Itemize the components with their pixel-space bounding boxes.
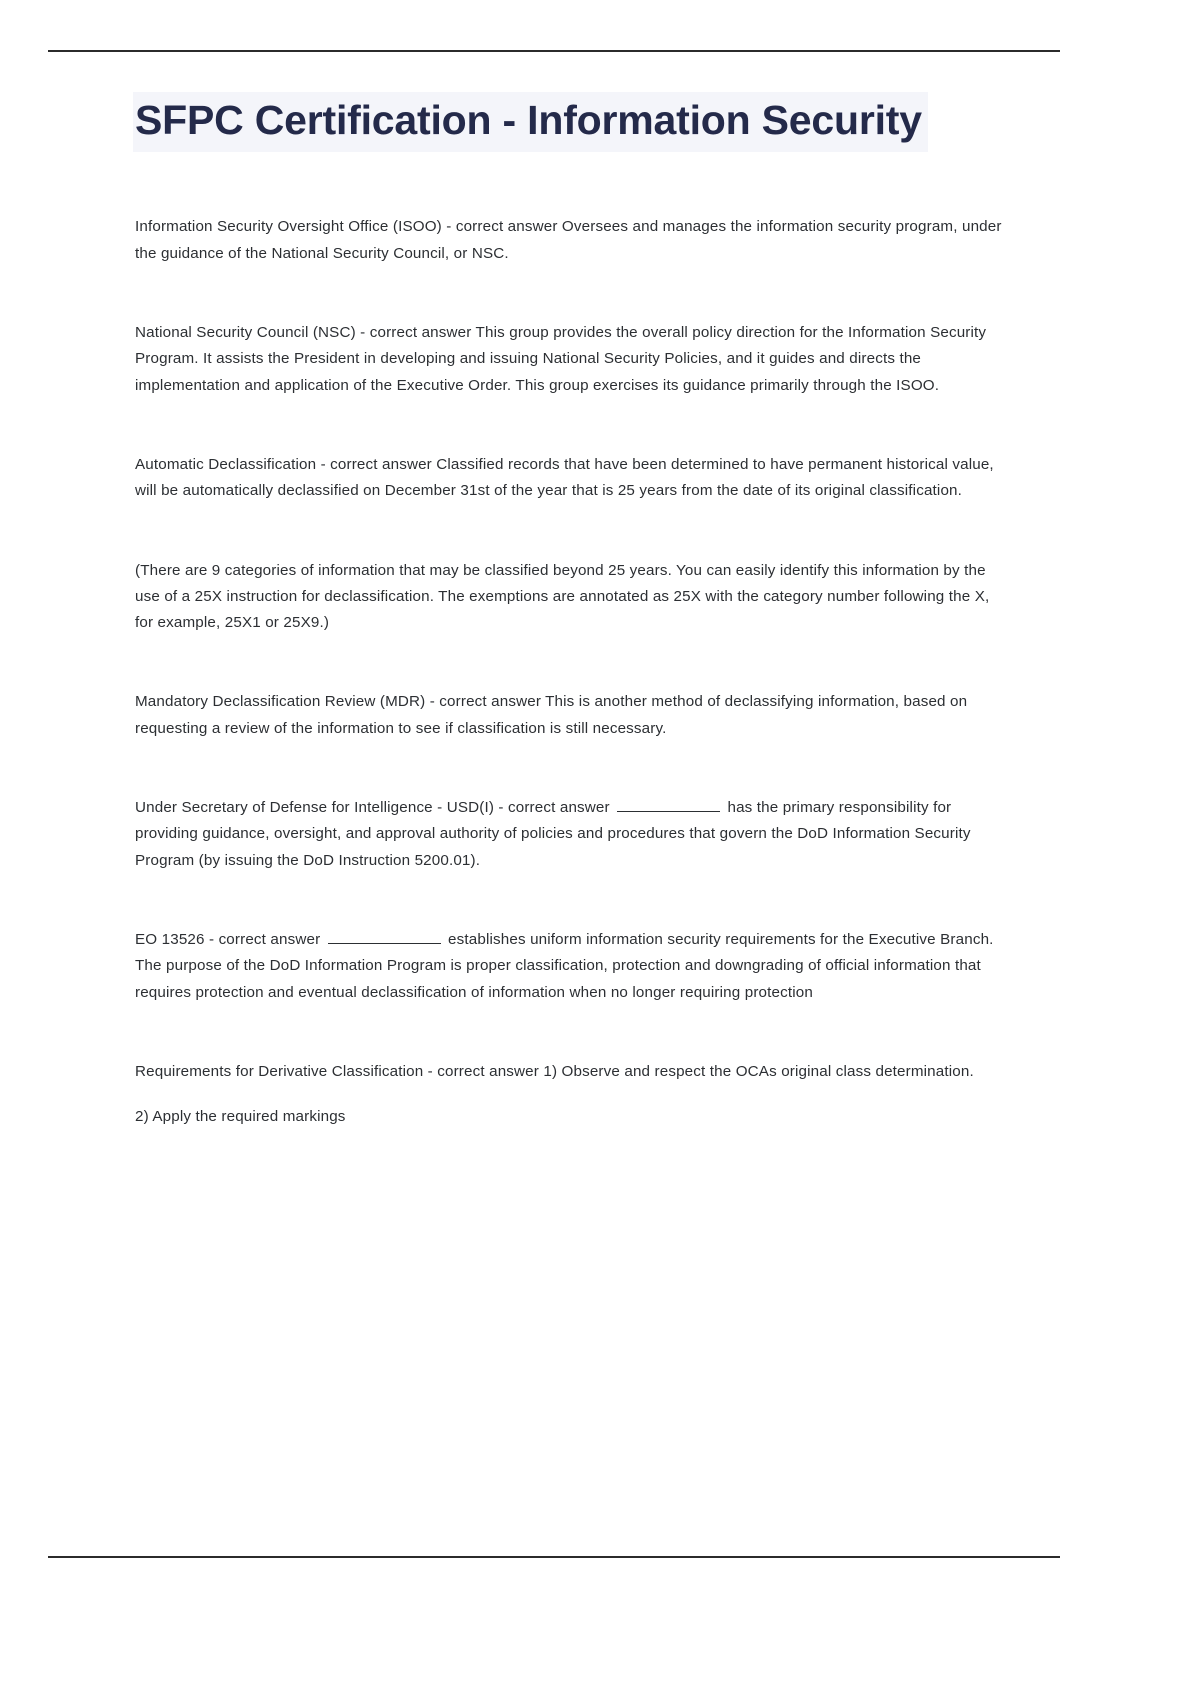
- page-title: SFPC Certification - Information Security: [133, 92, 928, 152]
- paragraph-mdr: Mandatory Declassification Review (MDR) - correct answer This is another method of declassifying information, based on requesting a review of the information to see if classification is still necessary.: [135, 693, 968, 737]
- document-body: [135, 214, 1003, 1130]
- page-bottom-rule: [48, 1556, 1060, 1558]
- paragraph-derivative-classification-2: 2) Apply the required markings: [135, 1108, 346, 1126]
- fill-in-blank: [328, 928, 441, 943]
- paragraph-usdi: Under Secretary of Defense for Intelligence - USD(I) - correct answer has the primary responsibility for providing guidance, oversight, and approval authority of policies and procedures that govern the DoD Information Security Program (by issuing the DoD Instruction 5200.01).: [135, 795, 1003, 874]
- paragraph-isoo: Information Security Oversight Office (ISOO) - correct answer Oversees and manages the information security program, under the guidance of the National Security Council, or NSC.: [135, 218, 1002, 262]
- paragraph-eo-13526: EO 13526 - correct answer establishes uniform information security requirements for the Executive Branch. The purpose of the DoD Information Program is proper classification, protection and downgrading of official information that requires protection and eventual declassification of information when no longer requiring protection: [135, 927, 1003, 1006]
- paragraph-automatic-declassification: Automatic Declassification - correct answer Classified records that have been determined to have permanent historical value, will be automatically declassified on December 31st of the year that is 25 years from the date of its original classification.: [135, 455, 994, 500]
- document-content: [135, 92, 1003, 1130]
- page-top-rule: [48, 50, 1060, 52]
- fill-in-blank: [617, 797, 720, 812]
- paragraph-twenty-five-x-categories: (There are 9 categories of information that may be classified beyond 25 years. You can easily identify this information by the use of a 25X instruction for declassification. The exemptions are annotated as 25X with the category number following the X, for example, 25X1 or 25X9.): [135, 561, 990, 632]
- paragraph-derivative-classification-1: Requirements for Derivative Classification - correct answer 1) Observe and respect the OCAs original class determination.: [135, 1062, 974, 1080]
- paragraph-nsc: National Security Council (NSC) - correct answer This group provides the overall policy direction for the Information Security Program. It assists the President in developing and issuing National Security Policies, and it guides and directs the implementation and application of the Executive Order. This group exercises its guidance primarily through the ISOO.: [135, 324, 987, 394]
